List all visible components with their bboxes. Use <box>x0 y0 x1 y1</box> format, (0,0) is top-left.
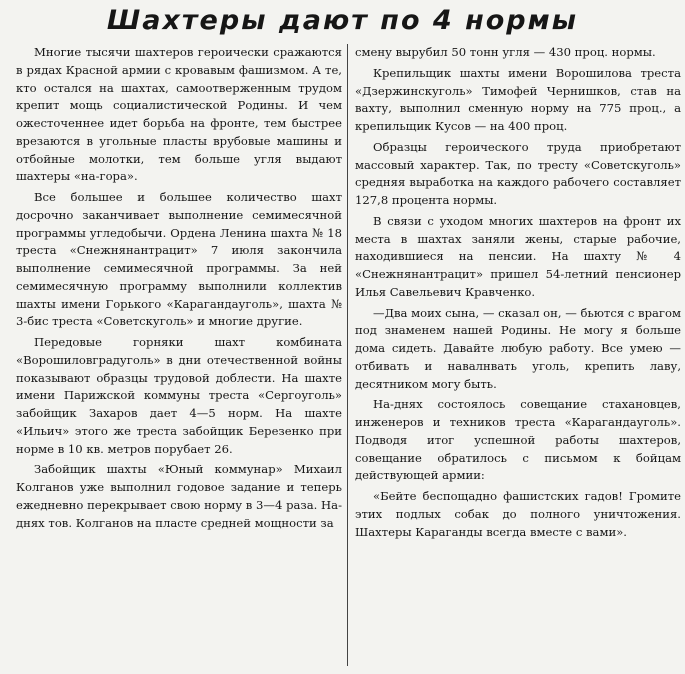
column-divider <box>347 44 348 666</box>
paragraph-continuation: смену вырубил 50 тонн угля — 430 проц. нормы. <box>355 45 656 59</box>
left-column <box>16 44 342 535</box>
paragraph: Все большее и большее количество шахт досрочно заканчивает выполнение семимесячной программы угледобычи. Ордена Ленина шахта № 18 треста «Снежнянантрацит» 7 июля закончила выполнение семимесячной программы. За ней семимесячную программу выполнили коллектив шахты имени Горького «Карагандауголь», шахта № 3-бис треста «Советскуголь» и многие другие. <box>16 190 342 329</box>
paragraph: Забойщик шахты «Юный коммунар» Михаил Колганов уже выполнил годовое задание и теперь ежедневно перекрывает свою норму в 3—4 раза. На-днях тов. Колганов на пласте средней мощности за <box>16 462 342 530</box>
paragraph: Многие тысячи шахтеров героически сражаются в рядах Красной армии с кровавым фашизмом. А те, кто остался на шахтах, самоотверженным трудом крепит мощь социалистической Родины. И чем ожесточеннее идет борьба на фронте, тем быстрее врезаются в угольные пласты врубовые машины и отбойные молотки, тем больше угля выдают шахтеры «на-гора». <box>16 45 342 184</box>
paragraph: На-днях состоялось совещание стахановцев, инженеров и техников треста «Карагандауголь». Подводя итог успешной работы шахтеров, совещание обратилось с письмом к бойцам действующей армии: <box>355 397 681 483</box>
paragraph: Передовые горняки шахт комбината «Ворошиловградуголь» в дни отечественной войны показывают образцы трудовой доблести. На шахте имени Парижской коммуны треста «Сергоуголь» забойщик Захаров дает 4—5 норм. На шахте «Ильич» этого же треста забойщик Березенко при норме в 10 кв. метров порубает 26. <box>16 335 342 456</box>
right-column <box>355 44 681 544</box>
paragraph: Образцы героического труда приобретают массовый характер. Так, по тресту «Советскуголь» средняя выработка на каждого рабочего составляет 127,8 процента нормы. <box>355 139 681 207</box>
paragraph: В связи с уходом многих шахтеров на фронт их места в шахтах заняли жены, старые рабочие, находившиеся на пенсии. На шахту № 4 «Снежнянантрацит» пришел 54-летний пенсионер Илья Савельевич Кравченко. <box>355 213 681 299</box>
paragraph: «Бейте беспощадно фашистских гадов! Громите этих подлых собак до полного уничтожения. Шахтеры Караганды всегда вместе с вами». <box>355 489 681 539</box>
paragraph: —Два моих сына, — сказал он, — бьются с врагом под знаменем нашей Родины. Не могу я больше дома сидеть. Давайте любую работу. Все умею — отбивать и навалнвать уголь, крепить лаву, десятником могу быть. <box>355 305 681 391</box>
paragraph: Крепильщик шахты имени Ворошилова треста «Дзержинскуголь» Тимофей Чернишков, став на вахту, выполнил сменную норму на 775 проц., а крепильщик Кусов — на 400 проц. <box>355 65 681 133</box>
article-headline: Шахтеры дают по 4 нормы <box>106 5 579 36</box>
